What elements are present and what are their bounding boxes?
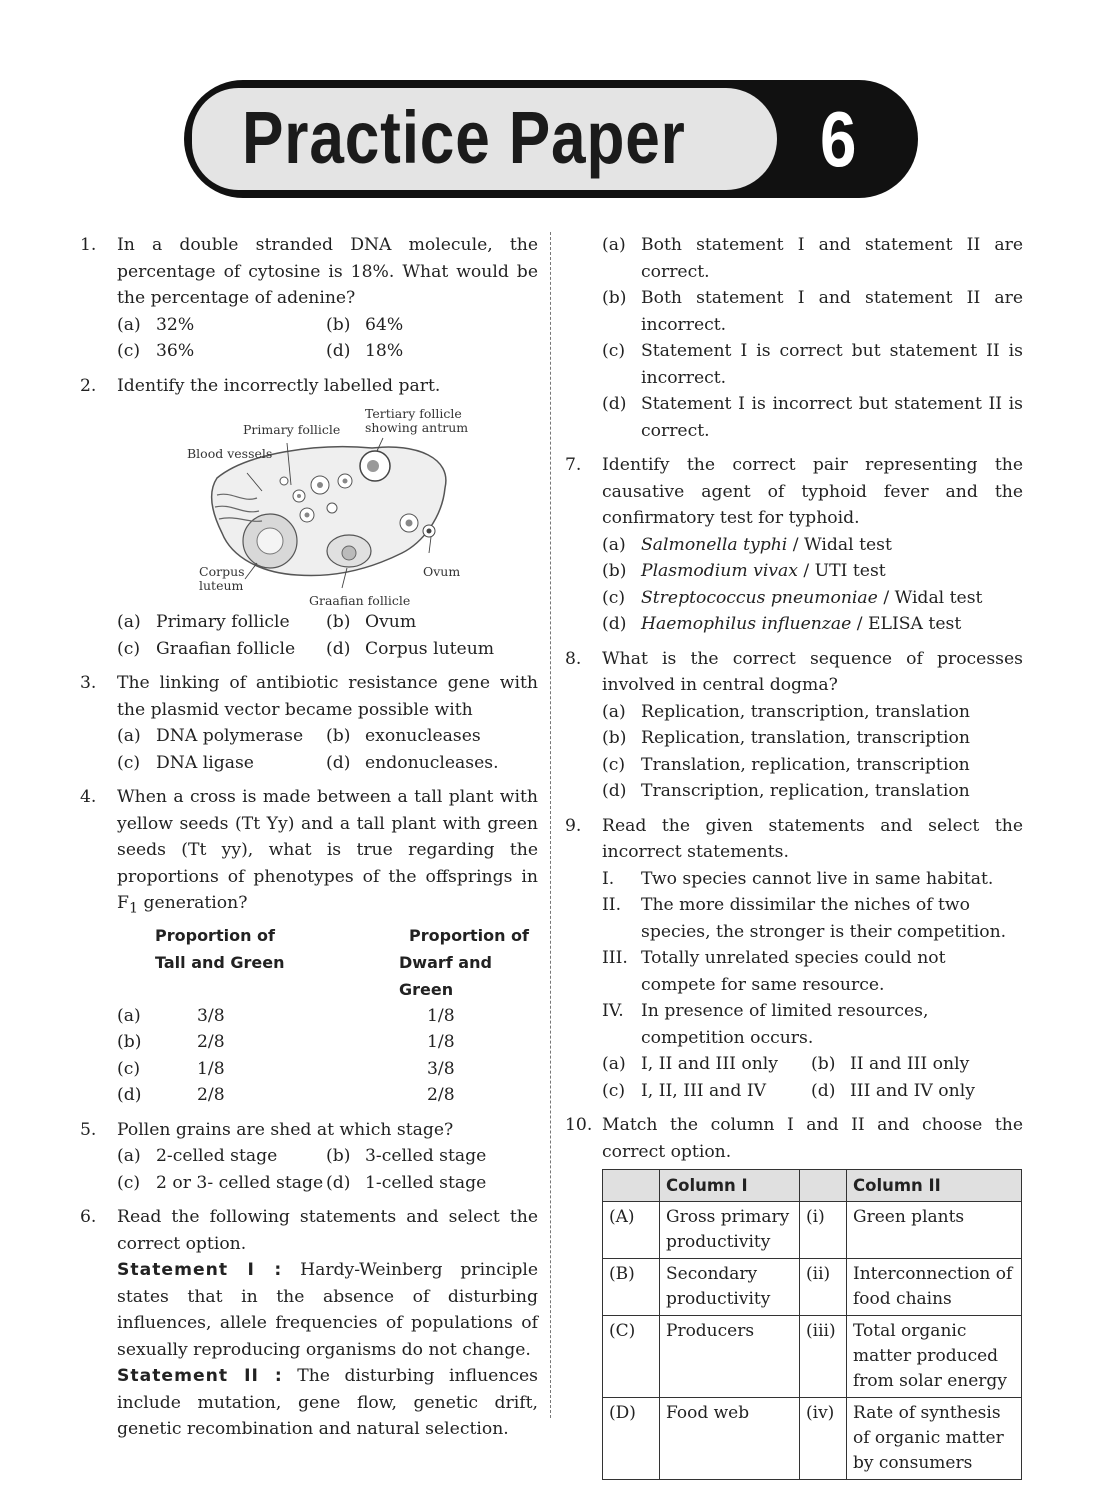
question-1	[80, 232, 538, 365]
organism-name: Plasmodium vivax	[641, 561, 798, 581]
question-7	[565, 452, 1023, 638]
question-text: Read the following statements and select the correct option.	[117, 1207, 538, 1254]
question-2	[80, 373, 538, 663]
question-3	[80, 670, 538, 776]
table-row	[603, 1259, 1022, 1316]
statement-i	[602, 866, 1023, 893]
statement-text: In presence of limited resources, competition occurs.	[641, 1001, 929, 1048]
option-c	[602, 585, 1023, 612]
option-d	[326, 1170, 538, 1197]
option-text: Both statement I and statement II are correct.	[641, 235, 1023, 282]
option-d	[117, 1082, 538, 1109]
option-label: (a)	[117, 612, 141, 632]
header-column-ii: Column II	[847, 1170, 1022, 1202]
option-b	[326, 1143, 538, 1170]
match-table-header	[603, 1170, 1022, 1202]
option-c	[602, 752, 1023, 779]
statement-ii	[602, 892, 1023, 945]
test-name: / UTI test	[797, 561, 886, 581]
option-text: 1-celled stage	[365, 1172, 487, 1193]
question-text: In a double stranded DNA molecule, the percentage of cytosine is 18%. What would be the percentage of adenine?	[117, 235, 538, 308]
label-primary-follicle: Primary follicle	[243, 422, 341, 437]
row-label: (B)	[603, 1259, 660, 1316]
option-d	[326, 750, 538, 777]
option-text: Statement I is correct but statement II is incorrect.	[641, 341, 1023, 388]
question-text: Identify the incorrectly labelled part.	[117, 375, 441, 396]
header-dwarf-line2: Dwarf and Green	[399, 952, 492, 999]
label-luteum: luteum	[199, 578, 244, 593]
statement-iii	[602, 945, 1023, 998]
option-text: Primary follicle	[156, 612, 290, 632]
statement-text: Two species cannot live in same habitat.	[641, 868, 994, 889]
option-c	[602, 1078, 811, 1105]
statement-label: I.	[602, 868, 615, 889]
option-a	[117, 1143, 326, 1170]
option-label: (d)	[602, 394, 627, 414]
tall-value: 3/8	[197, 1005, 225, 1026]
label-graafian-follicle: Graafian follicle	[309, 593, 411, 608]
row-label: (D)	[603, 1398, 660, 1480]
question-6-options	[565, 232, 1023, 444]
question-text-main: When a cross is made between a tall plant with yellow seeds (Tt Yy) and a tall plant with green seeds (Tt yy), what is true regarding the proportions of phenotypes of the offsprings in F	[117, 787, 538, 913]
option-d	[602, 611, 1023, 638]
option-label: (c)	[117, 752, 141, 773]
option-label: (b)	[602, 561, 627, 581]
row-label: (iii)	[800, 1316, 847, 1398]
label-tertiary-follicle: Tertiary follicle	[365, 406, 462, 421]
option-label: (c)	[602, 341, 626, 361]
column-i-cell: Secondary productivity	[660, 1259, 800, 1316]
question-number: 10.	[565, 1115, 593, 1135]
organism-name: Haemophilus influenzae	[641, 614, 852, 634]
option-label: (b)	[326, 314, 351, 335]
statement-label: Statement II :	[117, 1366, 283, 1387]
question-number: 4.	[80, 787, 97, 807]
page-title: Practice Paper	[242, 96, 686, 179]
option-label: (c)	[602, 754, 626, 775]
option-text: DNA polymerase	[156, 726, 304, 746]
option-d	[326, 636, 538, 663]
subscript: 1	[128, 900, 139, 917]
option-b	[326, 312, 538, 339]
table-row	[603, 1202, 1022, 1259]
column-i-cell: Gross primary productivity	[660, 1202, 800, 1259]
organism-name: Salmonella typhi	[641, 534, 788, 555]
question-number: 9.	[565, 815, 582, 836]
option-a	[602, 532, 1023, 559]
table-row	[603, 1398, 1022, 1480]
dwarf-value: 2/8	[427, 1085, 455, 1106]
option-label: (a)	[602, 701, 626, 722]
question-number: 5.	[80, 1119, 97, 1140]
row-label: (i)	[800, 1202, 847, 1259]
options	[117, 1143, 538, 1196]
option-a	[117, 609, 326, 636]
options	[117, 609, 538, 662]
question-text: What is the correct sequence of processes involved in central dogma?	[602, 648, 1023, 695]
left-column	[80, 232, 538, 1451]
option-label: (b)	[117, 1032, 142, 1053]
option-text: I, II, III and IV	[641, 1080, 767, 1101]
option-label: (d)	[326, 1172, 351, 1193]
options	[117, 723, 538, 776]
option-label: (b)	[811, 1054, 836, 1074]
option-c	[602, 338, 1023, 391]
option-text: 32%	[156, 314, 195, 335]
option-text: Both statement I and statement II are incorrect.	[641, 288, 1023, 335]
option-d	[602, 778, 1023, 805]
question-number: 1.	[80, 235, 97, 255]
option-b	[117, 1029, 538, 1056]
option-b	[811, 1051, 1023, 1078]
option-a	[602, 1051, 811, 1078]
option-text: endonucleases.	[365, 752, 499, 773]
row-label: (iv)	[800, 1398, 847, 1480]
option-text: I, II and III only	[641, 1054, 778, 1074]
test-name: / Widal test	[877, 587, 983, 608]
option-label: (d)	[602, 781, 627, 801]
row-label: (C)	[603, 1316, 660, 1398]
statement-label: III.	[602, 948, 628, 968]
question-number: 3.	[80, 673, 97, 693]
tall-value: 1/8	[197, 1058, 225, 1079]
option-c	[117, 1056, 538, 1083]
option-b	[602, 285, 1023, 338]
question-10	[565, 1112, 1023, 1480]
paper-header-banner	[184, 80, 918, 198]
option-label: (a)	[117, 726, 141, 746]
options	[117, 312, 538, 365]
statement-text: The disturbing influences include mutation, gene flow, genetic drift, genetic recombination and natural selection.	[117, 1366, 539, 1440]
option-text: II and III only	[850, 1054, 970, 1074]
question-text: Match the column I and II and choose the correct option.	[602, 1115, 1023, 1162]
option-text: 2-celled stage	[156, 1146, 278, 1167]
tall-value: 2/8	[197, 1032, 225, 1053]
header-column-i: Column I	[660, 1170, 800, 1202]
row-label: (ii)	[800, 1259, 847, 1316]
option-label: (a)	[602, 235, 626, 255]
option-text: Graafian follicle	[156, 638, 296, 659]
tall-value: 2/8	[197, 1085, 225, 1106]
option-d	[811, 1078, 1023, 1105]
option-label: (d)	[602, 614, 627, 634]
option-c	[117, 1170, 326, 1197]
option-text: III and IV only	[850, 1080, 975, 1101]
option-a	[117, 723, 326, 750]
proportion-header	[117, 922, 538, 1003]
option-text: exonucleases	[365, 726, 481, 746]
option-a	[117, 1003, 538, 1030]
option-d	[326, 338, 538, 365]
column-i-cell: Producers	[660, 1316, 800, 1398]
label-corpus: Corpus	[199, 564, 245, 579]
header-blank	[603, 1170, 660, 1202]
test-name: / ELISA test	[851, 614, 962, 634]
statement-iv	[602, 998, 1023, 1051]
question-6	[80, 1204, 538, 1443]
dwarf-value: 1/8	[427, 1005, 455, 1026]
question-text-end: generation?	[138, 893, 248, 913]
question-9	[565, 813, 1023, 1105]
option-label: (c)	[117, 1172, 141, 1193]
column-ii-cell: Total organic matter produced from solar energy	[847, 1316, 1022, 1398]
option-d	[602, 391, 1023, 444]
column-i-cell: Food web	[660, 1398, 800, 1480]
question-text: The linking of antibiotic resistance gene with the plasmid vector became possible with	[117, 673, 538, 720]
option-text: Ovum	[365, 612, 417, 632]
option-label: (b)	[326, 726, 351, 746]
question-number: 8.	[565, 648, 582, 669]
option-c	[117, 750, 326, 777]
option-label: (b)	[602, 288, 627, 308]
header-tall-line2: Tall and Green	[155, 952, 285, 972]
question-5	[80, 1117, 538, 1197]
statement-2	[117, 1363, 538, 1443]
header-tall-line1: Proportion of	[155, 925, 275, 945]
option-label: (a)	[117, 1146, 141, 1167]
test-name: / Widal test	[787, 534, 892, 555]
question-text: Identify the correct pair representing the causative agent of typhoid fever and the confirmatory test for typhoid.	[602, 455, 1023, 528]
paper-number: 6	[820, 95, 857, 183]
statement-label: II.	[602, 895, 622, 915]
option-text: DNA ligase	[156, 752, 254, 773]
option-text: Replication, transcription, translation	[641, 701, 970, 722]
question-number: 6.	[80, 1207, 97, 1228]
option-label: (c)	[602, 1080, 626, 1101]
option-label: (c)	[117, 341, 141, 361]
column-ii-cell: Interconnection of food chains	[847, 1259, 1022, 1316]
option-c	[117, 636, 326, 663]
option-label: (d)	[326, 341, 351, 361]
header-blank	[800, 1170, 847, 1202]
dwarf-value: 1/8	[427, 1032, 455, 1053]
dwarf-value: 3/8	[427, 1058, 455, 1079]
statement-text: The more dissimilar the niches of two species, the stronger is their competition.	[641, 895, 1007, 942]
question-4	[80, 784, 538, 1109]
statement-label: Statement I :	[117, 1260, 283, 1281]
option-label: (d)	[117, 1085, 142, 1106]
header-dwarf-line1: Proportion of	[409, 925, 529, 945]
option-label: (c)	[117, 1058, 141, 1079]
question-text: Read the given statements and select the incorrect statements.	[602, 815, 1023, 862]
option-a	[117, 312, 326, 339]
option-label: (a)	[117, 314, 141, 335]
column-ii-cell: Green plants	[847, 1202, 1022, 1259]
option-a	[602, 232, 1023, 285]
option-text: Statement I is incorrect but statement II is correct.	[641, 394, 1023, 441]
question-8	[565, 646, 1023, 805]
statement-text: Totally unrelated species could not compete for same resource.	[641, 948, 946, 995]
option-label: (b)	[602, 728, 627, 748]
banner-inner	[192, 88, 952, 190]
option-c	[117, 338, 326, 365]
option-b	[602, 725, 1023, 752]
option-text: 3-celled stage	[365, 1146, 487, 1167]
option-label: (a)	[117, 1005, 141, 1026]
question-number: 7.	[565, 455, 582, 475]
ovary-diagram	[187, 403, 477, 608]
right-column	[565, 232, 1023, 1488]
option-a	[602, 699, 1023, 726]
label-ovum: Ovum	[423, 564, 461, 579]
column-divider	[550, 232, 551, 1418]
question-text	[117, 784, 538, 922]
statement-label: IV.	[602, 1001, 624, 1021]
option-label: (a)	[602, 534, 626, 555]
options	[602, 1051, 1023, 1104]
organism-name: Streptococcus pneumoniae	[641, 587, 878, 608]
option-label: (c)	[602, 587, 626, 608]
option-b	[326, 723, 538, 750]
option-b	[326, 609, 538, 636]
statement-text: Hardy-Weinberg principle states that in the absence of disturbing influences, allele frequencies of populations of sexually reproducing organisms do not change.	[117, 1260, 538, 1360]
option-text: Translation, replication, transcription	[641, 754, 970, 775]
option-text: Transcription, replication, translation	[641, 781, 970, 801]
option-label: (d)	[326, 638, 351, 659]
option-label: (b)	[326, 1146, 351, 1167]
option-text: 2 or 3- celled stage	[156, 1172, 324, 1193]
option-text: Corpus luteum	[365, 638, 495, 659]
statement-1	[117, 1257, 538, 1363]
column-ii-cell: Rate of synthesis of organic matter by consumers	[847, 1398, 1022, 1480]
question-number: 2.	[80, 375, 97, 396]
table-row	[603, 1316, 1022, 1398]
option-label: (d)	[811, 1080, 836, 1101]
option-label: (d)	[326, 752, 351, 773]
option-b	[602, 558, 1023, 585]
option-text: 36%	[156, 341, 195, 361]
question-text: Pollen grains are shed at which stage?	[117, 1119, 454, 1140]
option-label: (a)	[602, 1054, 626, 1074]
match-table	[602, 1169, 1022, 1480]
row-label: (A)	[603, 1202, 660, 1259]
option-label: (b)	[326, 612, 351, 632]
label-blood-vessels: Blood vessels	[187, 446, 273, 461]
option-label: (c)	[117, 638, 141, 659]
label-showing-antrum: showing antrum	[365, 420, 469, 435]
option-text: Replication, translation, transcription	[641, 728, 970, 748]
option-text: 64%	[365, 314, 404, 335]
option-text: 18%	[365, 341, 404, 361]
